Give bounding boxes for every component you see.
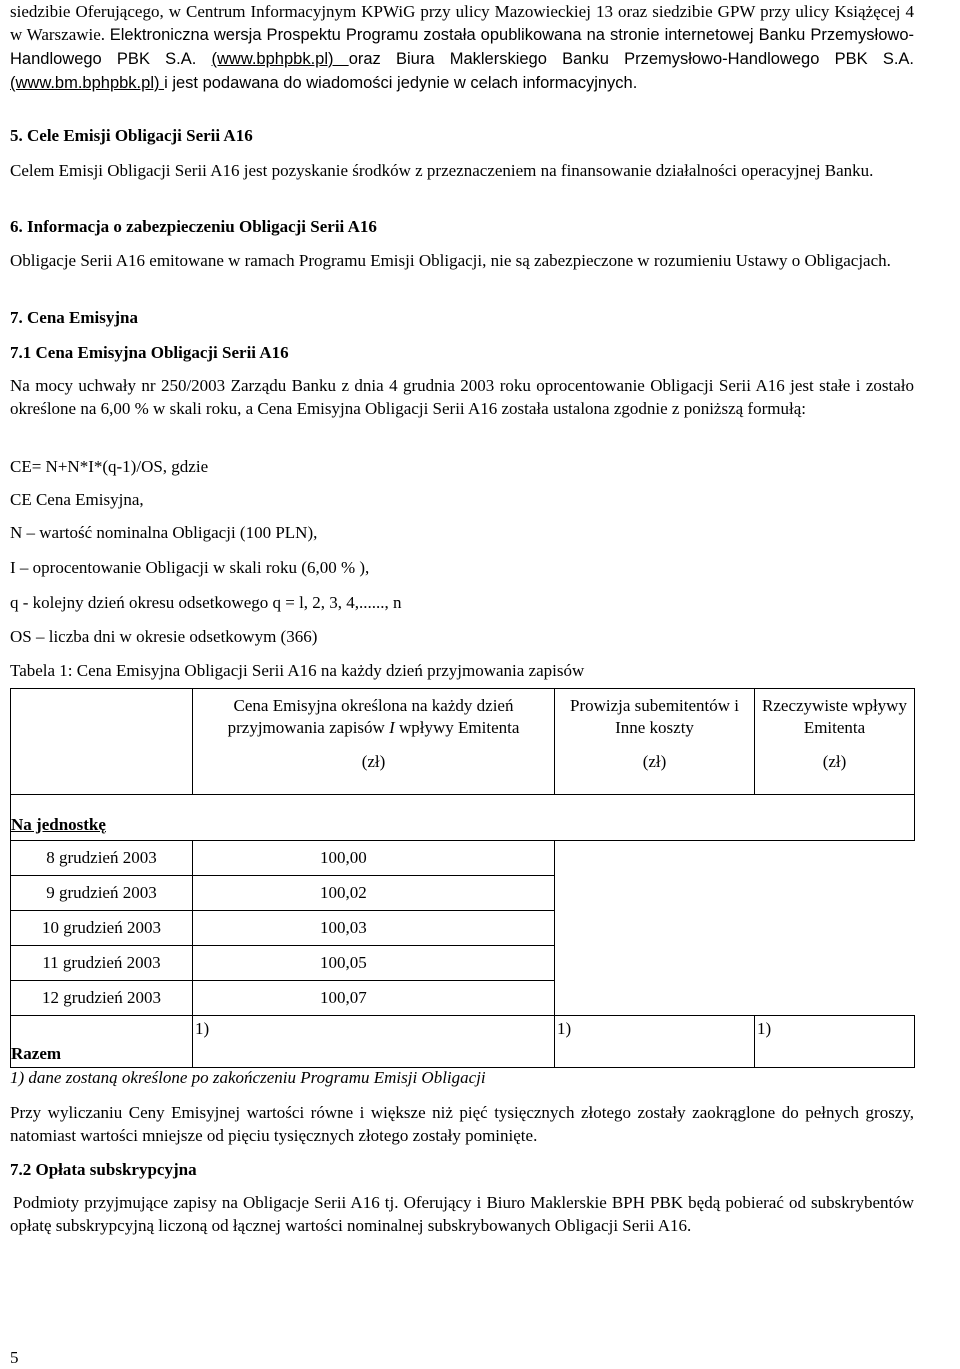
section-6-heading: 6. Informacja o zabezpieczeniu Obligacji Serii A16: [10, 217, 377, 236]
table-row: [11, 981, 915, 1016]
table-caption: Tabela 1: Cena Emisyjna Obligacji Serii A16 na każdy dzień przyjmowania zapisów: [10, 661, 585, 680]
row-value: 100,02: [193, 876, 555, 911]
definition-os: OS – liczba dni w okresie odsetkowym (366): [10, 627, 318, 646]
section-label-per-unit: Na jednostkę: [11, 795, 915, 841]
section-7-1-heading: 7.1 Cena Emisyjna Obligacji Serii A16: [10, 343, 289, 362]
bank-website-link[interactable]: (www.bphpbk.pl): [211, 50, 349, 68]
total-label: Razem: [11, 1016, 193, 1068]
definition-i: I – oprocentowanie Obligacji w skali roku (6,00 % ),: [10, 558, 370, 577]
row-date: 11 grudzień 2003: [11, 946, 193, 981]
section-7-2-heading: 7.2 Opłata subskrypcyjna: [10, 1160, 197, 1179]
row-date: 12 grudzień 2003: [11, 981, 193, 1016]
intro-text-4: i jest podawana do wiadomości jedynie w celach informacyjnych.: [164, 74, 638, 92]
intro-text-2: Elektroniczna wersja Prospektu Programu została opublikowana na stronie internetowej Banku Przemysłowo-Handlowego PBK S.A.: [10, 26, 914, 68]
header-unit: (zł): [822, 752, 847, 771]
rounding-paragraph: Przy wyliczaniu Ceny Emisyjnej wartości równe i większe niż pięć tysięcznych złotego zostały zaokrąglone do pełnych groszy, natomiast wartości mniejsze od pięciu tysięcznych złotego zostały pominięte.: [10, 1103, 914, 1145]
row-value: 100,03: [193, 911, 555, 946]
section-5-text: Celem Emisji Obligacji Serii A16 jest pozyskanie środków z przeznaczeniem na finansowanie działalności operacyjnej Banku.: [10, 161, 874, 180]
row-date: 8 grudzień 2003: [11, 841, 193, 876]
header-empty-cell: [11, 689, 193, 795]
row-value: 100,07: [193, 981, 555, 1016]
brokerage-website-link[interactable]: (www.bm.bphpbk.pl): [10, 74, 165, 92]
total-issue-price: 1): [193, 1016, 555, 1068]
section-6-text: Obligacje Serii A16 emitowane w ramach Programu Emisji Obligacji, nie są zabezpieczone w rozumieniu Ustawy o Obligacjach.: [10, 251, 891, 270]
row-value: 100,00: [193, 841, 555, 876]
table-row: [11, 876, 915, 911]
issue-price-table: [10, 688, 915, 1068]
header-unit: (zł): [642, 752, 667, 771]
intro-text-1: siedzibie Oferującego, w Centrum Informacyjnym KPWiG przy ulicy Mazowieckiej 13 oraz siedzibie GPW przy ulicy Książęcej 4 w Warszawie.: [10, 2, 914, 44]
row-date: 9 grudzień 2003: [11, 876, 193, 911]
table-row: [11, 841, 915, 876]
definition-q: q - kolejny dzień okresu odsetkowego q = l, 2, 3, 4,......, n: [10, 593, 402, 612]
definition-ce: CE Cena Emisyjna,: [10, 490, 144, 509]
section-7-heading: 7. Cena Emisyjna: [10, 308, 138, 327]
header-unit: (zł): [361, 752, 386, 771]
total-commission: 1): [555, 1016, 755, 1068]
table-footnote: 1) dane zostaną określone po zakończeniu Programu Emisji Obligacji: [10, 1068, 486, 1087]
page-number: 5: [10, 1348, 19, 1367]
table-row: [11, 911, 915, 946]
table-header-row: [11, 689, 915, 795]
row-date: 10 grudzień 2003: [11, 911, 193, 946]
section-7-2-text: Podmioty przyjmujące zapisy na Obligacje Serii A16 tj. Oferujący i Biuro Maklerskie BPH PBK będą pobierać od subskrybentów opłatę subskrypcyjną liczoną od łącznej wartości nominalnej subskrybowanych Obligacji Serii A16.: [10, 1193, 914, 1235]
intro-paragraph: [10, 0, 914, 95]
row-value: 100,05: [193, 946, 555, 981]
table-total-row: [11, 1016, 915, 1068]
section-5-heading: 5. Cele Emisji Obligacji Serii A16: [10, 126, 253, 145]
definition-n: N – wartość nominalna Obligacji (100 PLN),: [10, 523, 318, 542]
table-section-row: [11, 795, 915, 841]
header-issue-price: Cena Emisyjna określona na każdy dzień przyjmowania zapisów I wpływy Emitenta (zł): [193, 689, 555, 795]
table-row: [11, 946, 915, 981]
header-commission: Prowizja subemitentów i Inne koszty (zł): [555, 689, 755, 795]
formula: CE= N+N*I*(q-1)/OS, gdzie: [10, 457, 209, 476]
header-actual-proceeds: Rzeczywiste wpływy Emitenta (zł): [755, 689, 915, 795]
section-7-1-text: Na mocy uchwały nr 250/2003 Zarządu Banku z dnia 4 grudnia 2003 roku oprocentowanie Obligacji Serii A16 jest stałe i zostało określone na 6,00 % w skali roku, a Cena Emisyjna Obligacji Serii A16 została ustalona zgodnie z poniższą formułą:: [10, 376, 914, 418]
total-actual-proceeds: 1): [755, 1016, 915, 1068]
intro-text-3: oraz Biura Maklerskiego Banku Przemysłowo-Handlowego PBK S.A.: [348, 50, 914, 68]
